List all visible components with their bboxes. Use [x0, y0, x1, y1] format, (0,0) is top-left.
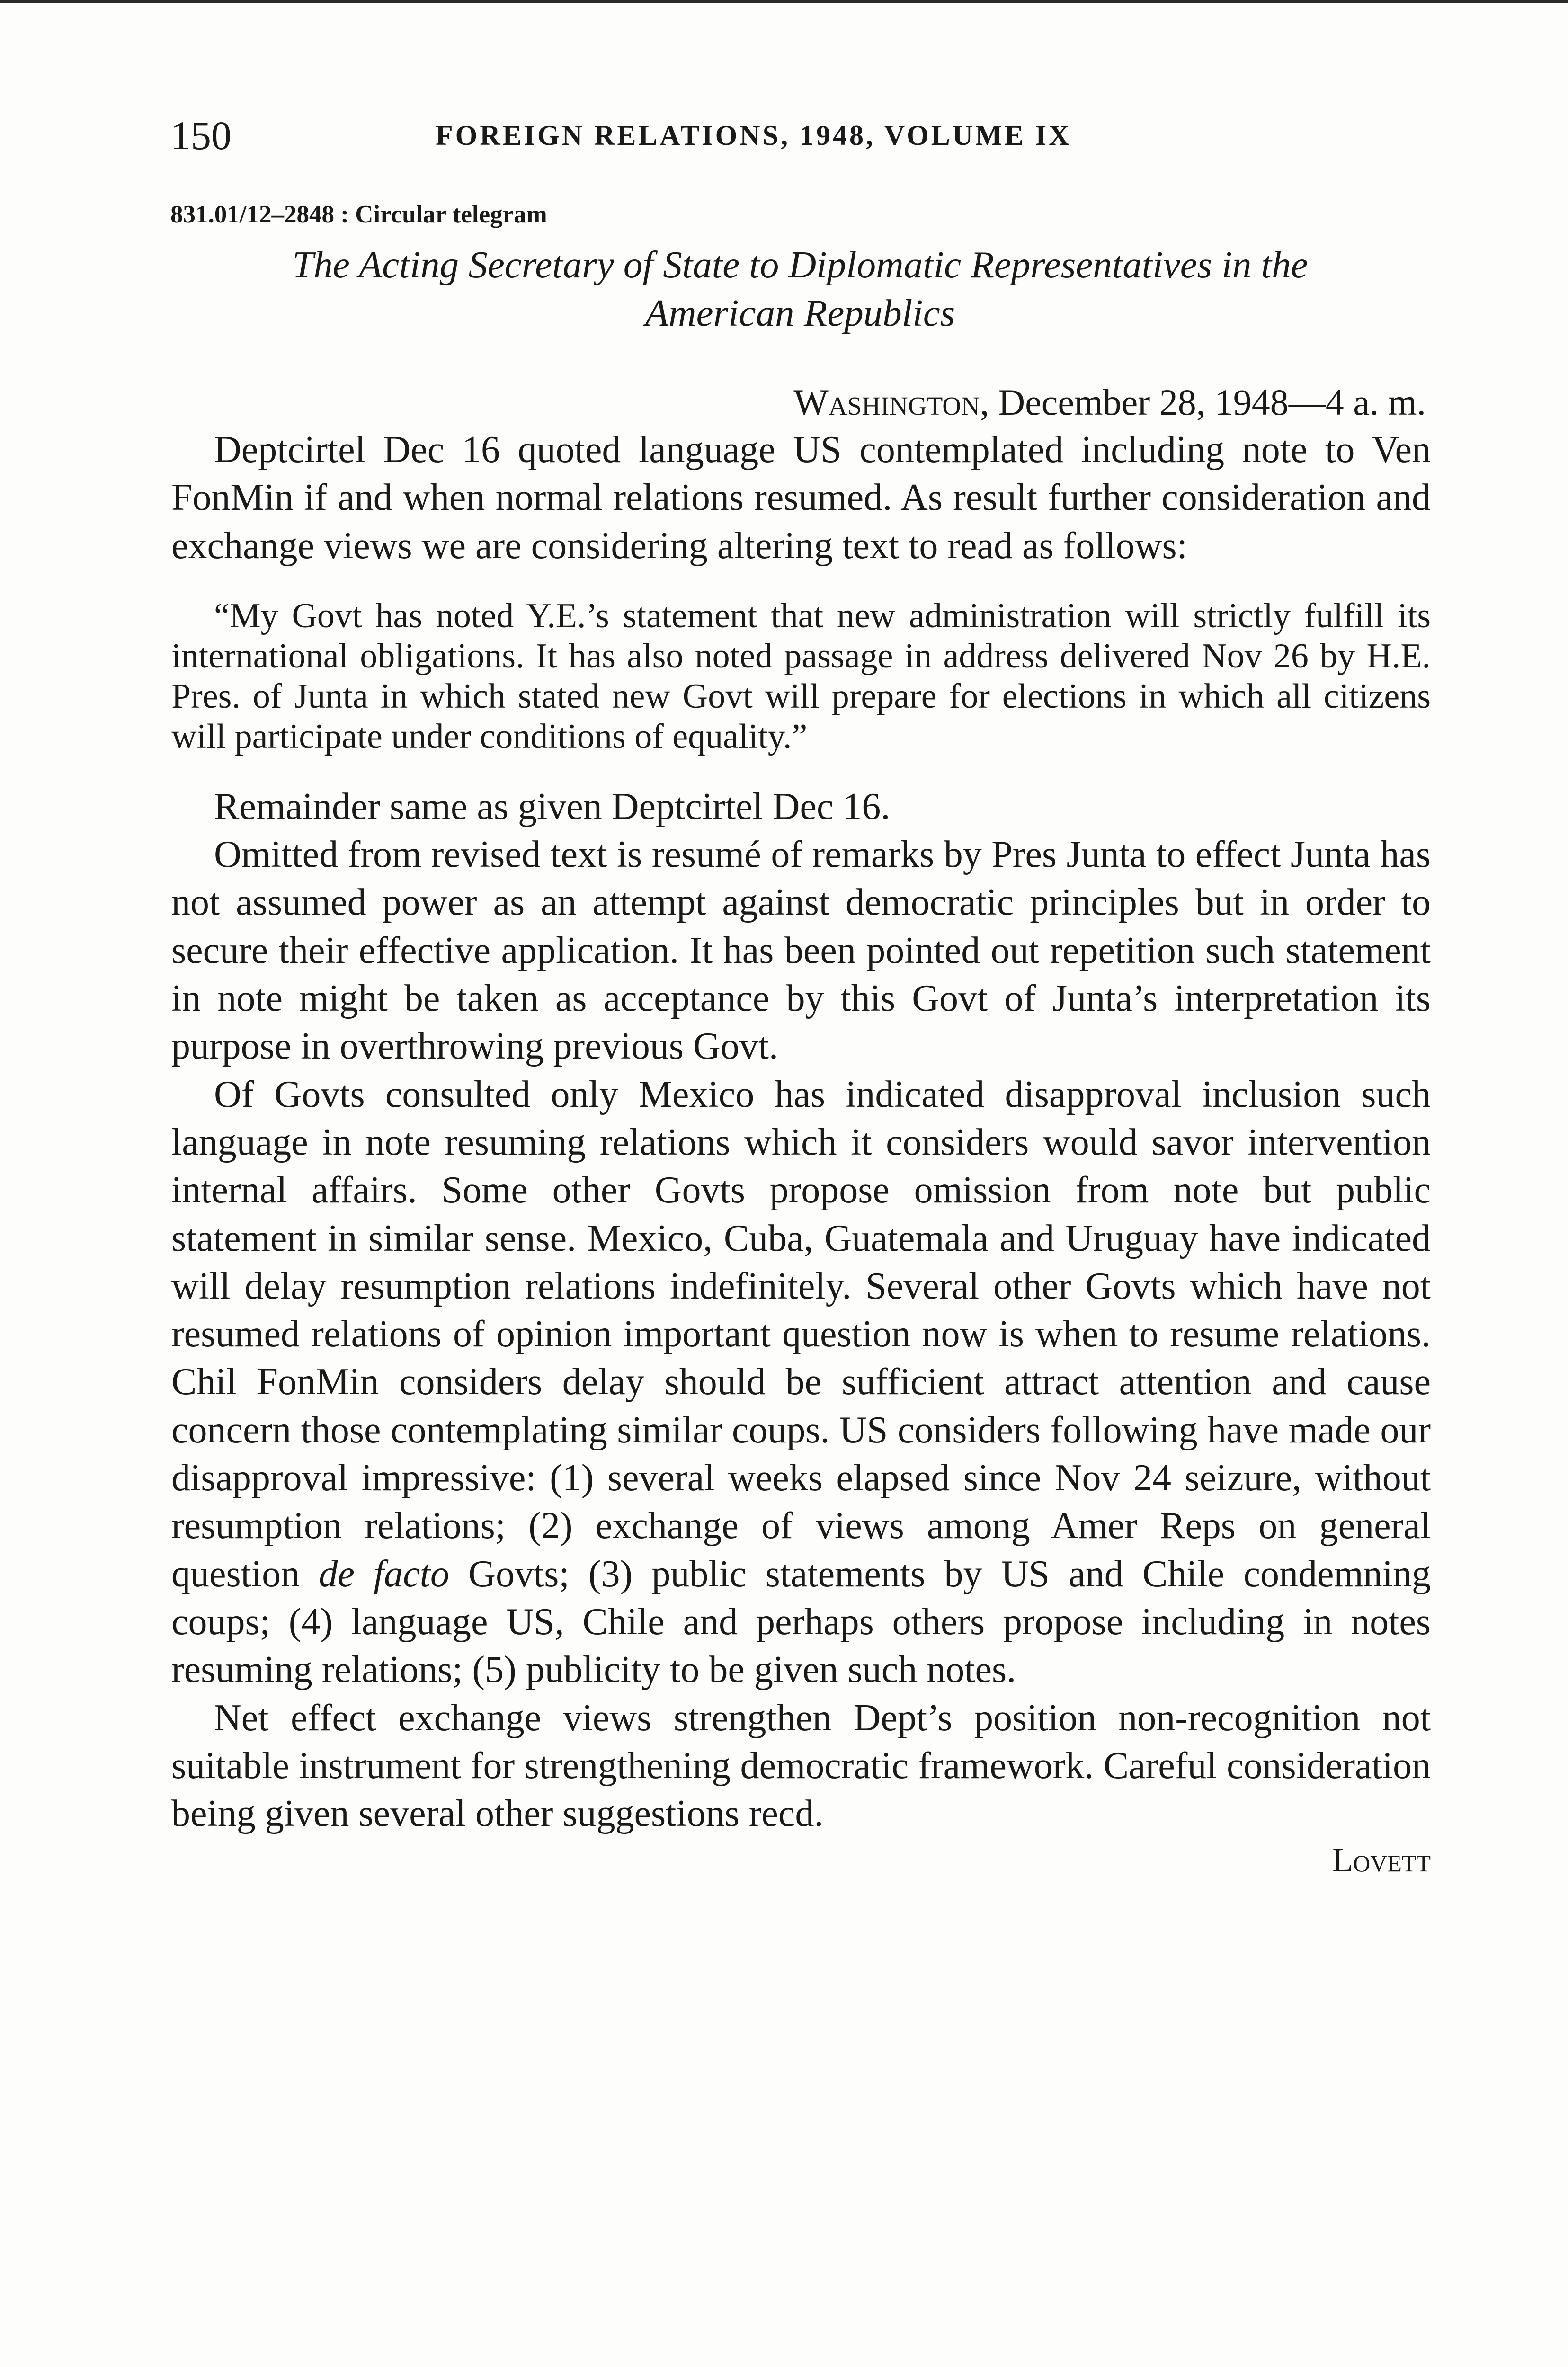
dateline-place: Washington,: [793, 382, 989, 423]
top-border-rule: [0, 0, 1568, 3]
paragraph-1: Deptcirtel Dec 16 quoted language US contemplated including note to Ven FonMin if and when normal relations resumed. As result further consideration and exchange views we are considering altering text to read as follows:: [171, 429, 1431, 567]
page-header: [170, 112, 1430, 159]
document-title: [170, 240, 1430, 337]
running-head: FOREIGN RELATIONS, 1948, VOLUME IX: [436, 120, 1072, 151]
paragraph-4-part-1: Of Govts consulted only Mexico has indicated disapproval inclusion such language in note resuming relations which it considers would savor intervention internal affairs. Some other Govts propose omission from note but public statement in similar sense. Mexico, Cuba, Guatemala and Uruguay have indicated will delay resumption relations indefinitely. Several other Govts which have not resumed relations of opinion important question now is when to resume relations. Chil FonMin considers delay should be sufficient attract attention and cause concern those contemplating similar coups. US considers following have made our disapproval impressive: (1) several weeks elapsed since Nov 24 seizure, without resumption relations; (2) exchange of views among Amer Reps on general question: [171, 1073, 1431, 1595]
quoted-text: “My Govt has noted Y.E.’s statement that new administration will strictly fulfill its international obligations. It has also noted passage in address delivered Nov 26 by H.E. Pres. of Junta in which stated new Govt will prepare for elections in which all citizens will participate under conditions of equality.”: [171, 596, 1431, 756]
document-title-line-2: American Republics: [645, 292, 955, 334]
telegram-body: [171, 426, 1431, 1917]
signature: Lovett: [1332, 1841, 1431, 1879]
paragraph-4-part-2: Govts; (3) public statements by US and Chile condemning coups; (4) language US, Chile and perhaps others propose including in notes resuming relations; (5) publicity to be given such notes.: [171, 1553, 1431, 1691]
file-reference: 831.01/12–2848 : Circular telegram: [170, 201, 547, 228]
dateline: [793, 379, 1426, 426]
paragraph-5: Net effect exchange views strengthen Dept’s position non-recognition not suitable instrument for strengthening democratic framework. Careful consideration being given several other suggestions recd.: [171, 1697, 1431, 1835]
paragraph-3: Omitted from revised text is resumé of remarks by Pres Junta to effect Junta has not assumed power as an attempt against democratic principles but in order to secure their effective application. It has been pointed out repetition such statement in note might be taken as acceptance by this Govt of Junta’s interpretation its purpose in overthrowing previous Govt.: [171, 834, 1431, 1068]
document-title-line-1: The Acting Secretary of State to Diplomatic Representatives in the: [292, 243, 1308, 286]
paragraph-4-italic-term: de facto: [319, 1553, 450, 1595]
paragraph-2: Remainder same as given Deptcirtel Dec 16.: [214, 785, 891, 828]
dateline-date: December 28, 1948—4 a. m.: [989, 382, 1426, 423]
page-number: 150: [170, 113, 232, 158]
paragraph-4: [171, 1071, 1431, 1694]
